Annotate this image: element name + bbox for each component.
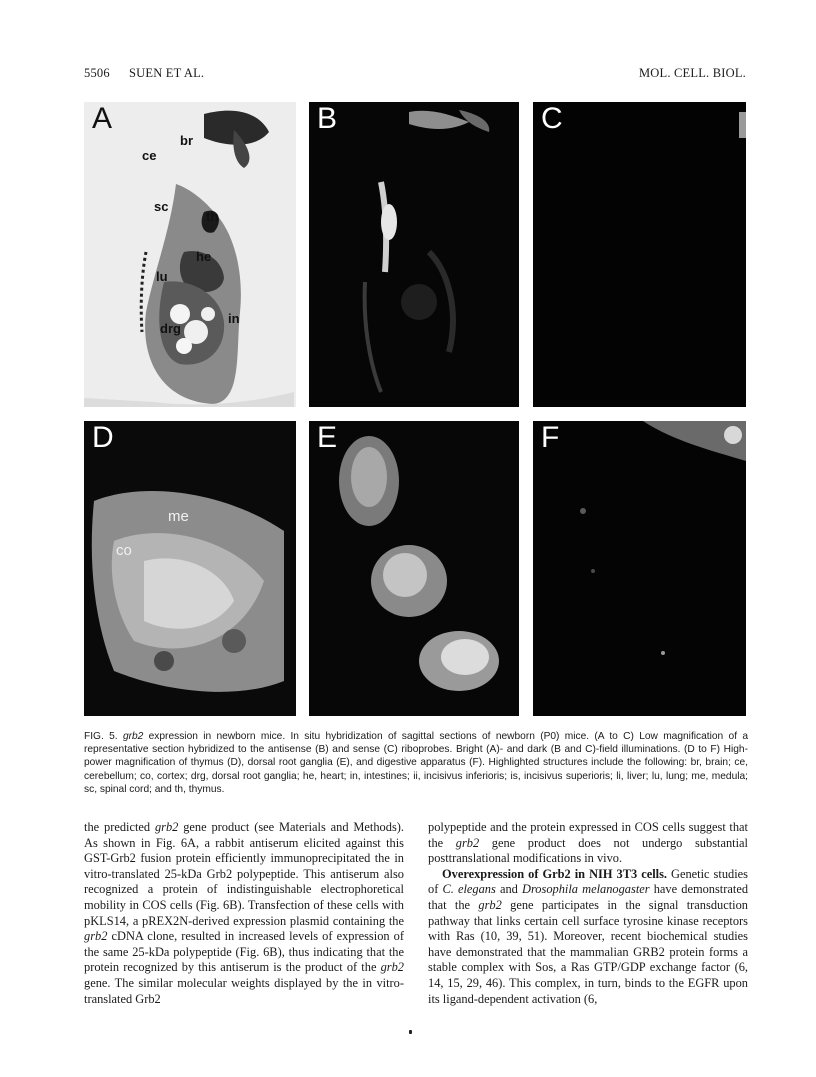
figure-panel-c (533, 102, 746, 407)
label-thymus: th (206, 209, 219, 224)
figure-panel-e (309, 421, 519, 716)
text-run: have demonstrated that the (428, 882, 749, 912)
text-run: the predicted (84, 820, 155, 834)
authors: SUEN ET AL. (129, 66, 205, 80)
text-run: and (495, 882, 522, 897)
gene-name: grb2 (455, 835, 480, 850)
dorsal-root-ganglia-image (309, 421, 519, 716)
sense-darkfield-image (533, 102, 746, 407)
running-header (84, 66, 746, 84)
species-name: C. elegans (442, 882, 496, 897)
label-medula: me (168, 508, 189, 525)
label-dorsal-root-ganglia: drg (160, 321, 181, 336)
digestive-apparatus-image (533, 421, 746, 716)
figure-caption (84, 730, 748, 796)
gene-name: grb2 (84, 929, 108, 944)
figure-label: FIG. 5. (84, 731, 118, 742)
antisense-darkfield-image (309, 102, 519, 407)
text-run: cDNA clone, resulted in increased levels of expression of the same 25-kDa polypeptide (Fig. 6B), thus indicating that the protein recognized by this antiserum is the product of the (84, 929, 404, 975)
figure-panel-a (84, 102, 296, 407)
figure-panel-f (533, 421, 746, 716)
text-run: polypeptide and the protein expressed in COS cells suggest that the (428, 820, 748, 850)
label-cerebellum: ce (142, 148, 157, 163)
panel-letter: B (317, 102, 338, 135)
label-lung: lu (156, 269, 168, 284)
journal-name: MOL. CELL. BIOL. (638, 66, 746, 80)
panel-letter: A (92, 102, 113, 135)
text-run: Genetic studies of (428, 866, 748, 897)
gene-name: grb2 (478, 897, 502, 912)
text-run: gene. The similar molecular weights displayed by the in vitro-translated Grb2 (84, 975, 404, 1006)
text-run: gene product (see Materials and Methods). As shown in Fig. 6A, a rabbit antiserum elicited against this GST-Grb2 fusion protein efficiently immunoprecipitated the in vitro-translated 25-kDa Grb2 polypeptide. This antiserum also recognized a protein of indistinguishable electrophoretical mobility in COS cells (Fig. 6B). Transfection of these cells with pKLS14, a pREX2N-derived expression plasmid containing the (84, 820, 404, 928)
page-mark (409, 1030, 412, 1034)
panel-letter: E (317, 421, 338, 454)
panel-letter: C (541, 102, 563, 135)
body-column-right (428, 820, 748, 1007)
text-run: gene product does not undergo substantial posttranslational modifications in vivo. (428, 835, 748, 866)
label-brain: br (180, 133, 193, 148)
figure-panel-d (84, 421, 296, 716)
gene-name: grb2 (122, 731, 144, 742)
label-heart: he (196, 249, 212, 264)
panel-letter: F (541, 421, 560, 454)
panel-letter: D (92, 421, 114, 454)
figure-panel-b (309, 102, 519, 407)
body-column-left (84, 820, 404, 1007)
label-spinal-cord: sc (154, 199, 169, 214)
species-name: Drosophila melanogaster (522, 882, 650, 897)
thymus-image (84, 421, 296, 716)
caption-text: expression in newborn mice. In situ hybridization of sagittal sections of newborn (P0) mice. (A to C) Low magnification of a representative section hybridized to the antisense (B) and sense (C) riboprobes. Bright (A)- and dark (B and C)-field illuminations. (D to F) High-power magnification of thymus (D), dorsal root ganglia (E), and digestive apparatus (F). Highlighted structures include the following: br, brain; ce, cerebellum; co, cortex; drg, dorsal root ganglia; he, heart; in, intestines; ii, incisivus inferioris; is, incisivus superioris; li, liver; lu, lung; me, medula; sc, spinal cord; and th, thymus. (84, 731, 748, 795)
section-heading: Overexpression of Grb2 in NIH 3T3 cells. (442, 866, 667, 881)
page-number: 5506 (84, 66, 110, 80)
text-run: gene participates in the signal transduction pathway that links certain cell surface tyrosine kinase receptors with Ras (10, 39, 51). Moreover, recent biochemical studies have demonstrated that the mammalian GRB2 protein forms a stable complex with Sos, a Ras GTP/GDP exchange factor (6, 14, 15, 29, 46). This complex, in turn, binds to the EGFR upon its ligand-dependent activation (6, (428, 897, 748, 1006)
label-cortex: co (116, 542, 132, 559)
gene-name: grb2 (154, 820, 179, 834)
gene-name: grb2 (380, 960, 404, 975)
label-intestines: in (228, 311, 240, 326)
